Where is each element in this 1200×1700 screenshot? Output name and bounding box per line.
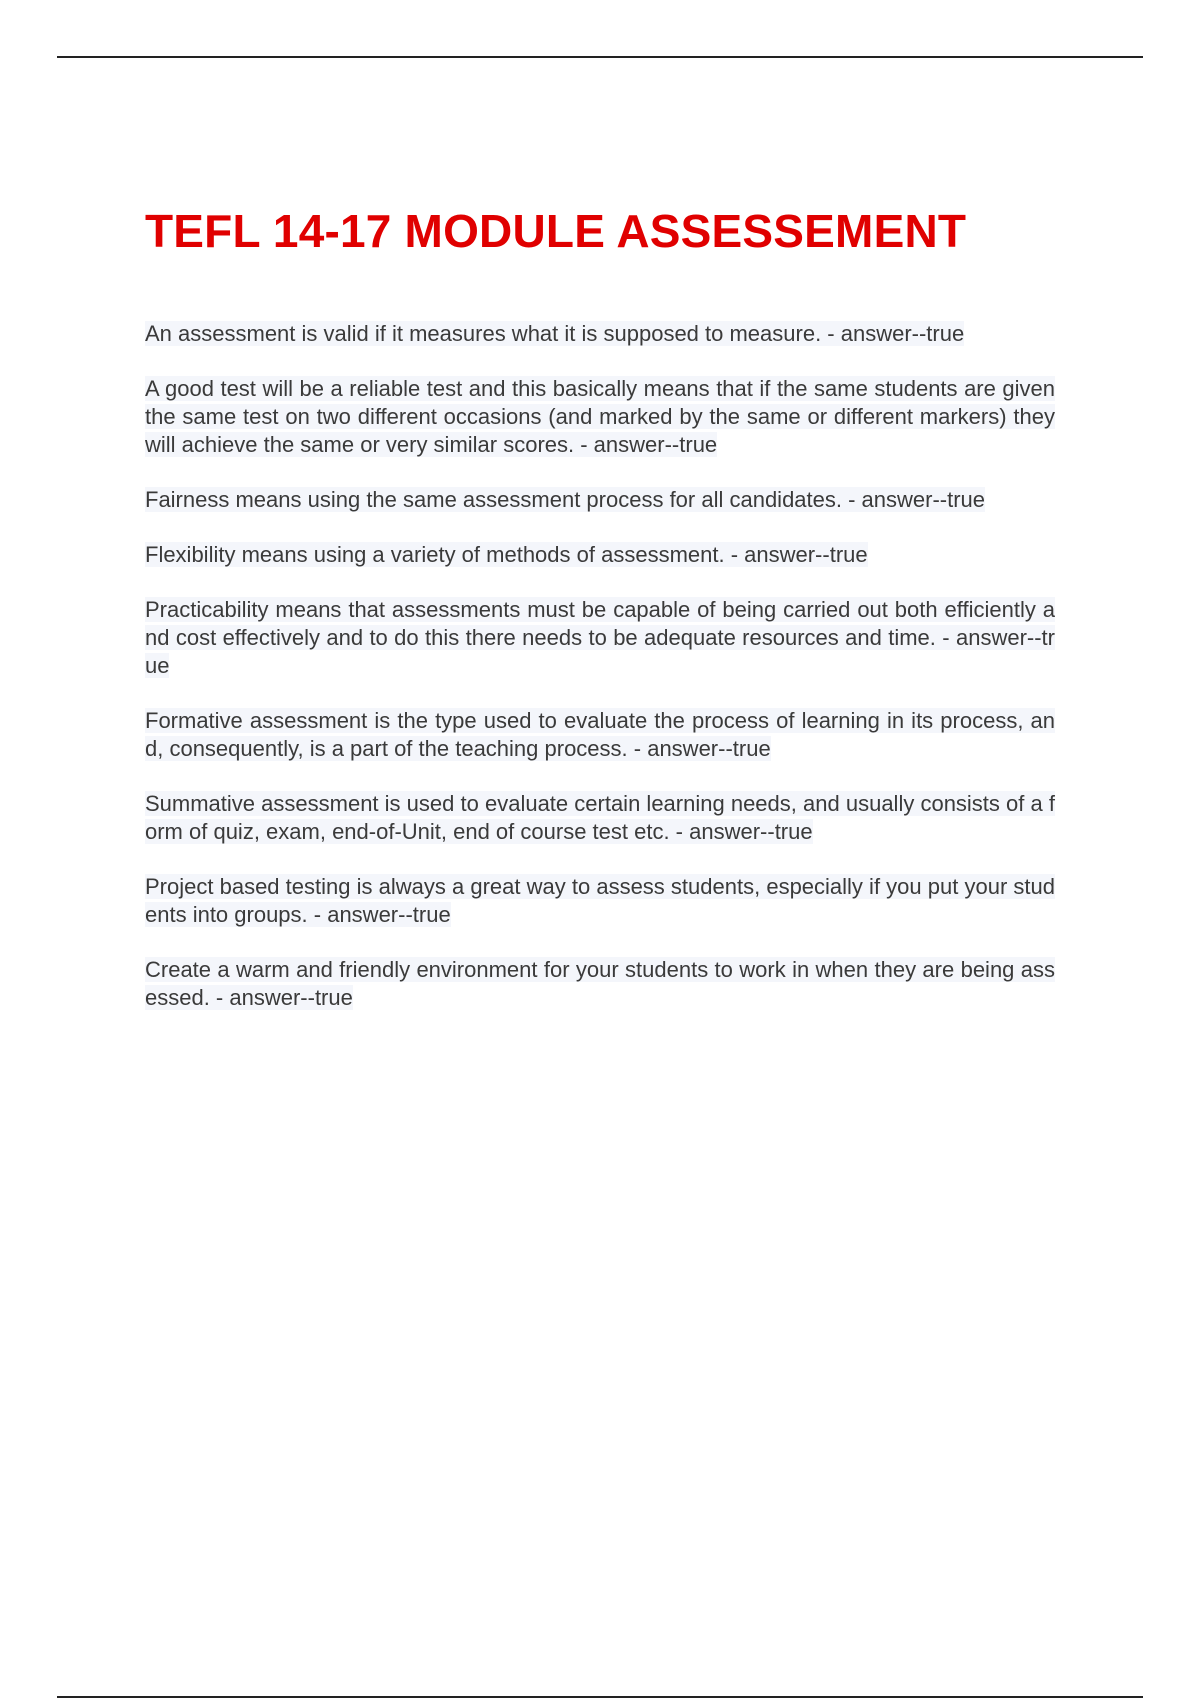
bottom-rule xyxy=(57,1696,1143,1698)
qa-item-text: Formative assessment is the type used to evaluate the process of learning in its process, and, consequently, is a part of the teaching process. - answer--true xyxy=(145,708,1055,761)
qa-item xyxy=(145,320,1055,348)
qa-item-text: Flexibility means using a variety of methods of assessment. - answer--true xyxy=(145,542,868,567)
qa-item-text: Practicability means that assessments must be capable of being carried out both efficiently and cost effectively and to do this there needs to be adequate resources and time. - answer--true xyxy=(145,597,1055,678)
qa-item xyxy=(145,790,1055,846)
qa-item-text: An assessment is valid if it measures what it is supposed to measure. - answer--true xyxy=(145,321,965,346)
qa-item-text: Project based testing is always a great way to assess students, especially if you put your students into groups. - answer--true xyxy=(145,874,1055,927)
qa-item-text: A good test will be a reliable test and this basically means that if the same students are given the same test on two different occasions (and marked by the same or different markers) they will achieve the same or very similar scores. - answer--true xyxy=(145,376,1055,457)
qa-item xyxy=(145,956,1055,1012)
qa-item xyxy=(145,486,1055,514)
document-body xyxy=(145,196,1055,1039)
qa-list xyxy=(145,320,1055,1012)
qa-item xyxy=(145,375,1055,459)
document-title: TEFL 14-17 MODULE ASSESSEMENT xyxy=(145,205,967,257)
qa-item-text: Summative assessment is used to evaluate certain learning needs, and usually consists of a form of quiz, exam, end-of-Unit, end of course test etc. - answer--true xyxy=(145,791,1055,844)
qa-item xyxy=(145,873,1055,929)
qa-item-text: Fairness means using the same assessment process for all candidates. - answer--true xyxy=(145,487,986,512)
qa-item xyxy=(145,596,1055,680)
top-rule xyxy=(57,56,1143,58)
qa-item xyxy=(145,541,1055,569)
qa-item-text: Create a warm and friendly environment for your students to work in when they are being assessed. - answer--true xyxy=(145,957,1055,1010)
qa-item xyxy=(145,707,1055,763)
